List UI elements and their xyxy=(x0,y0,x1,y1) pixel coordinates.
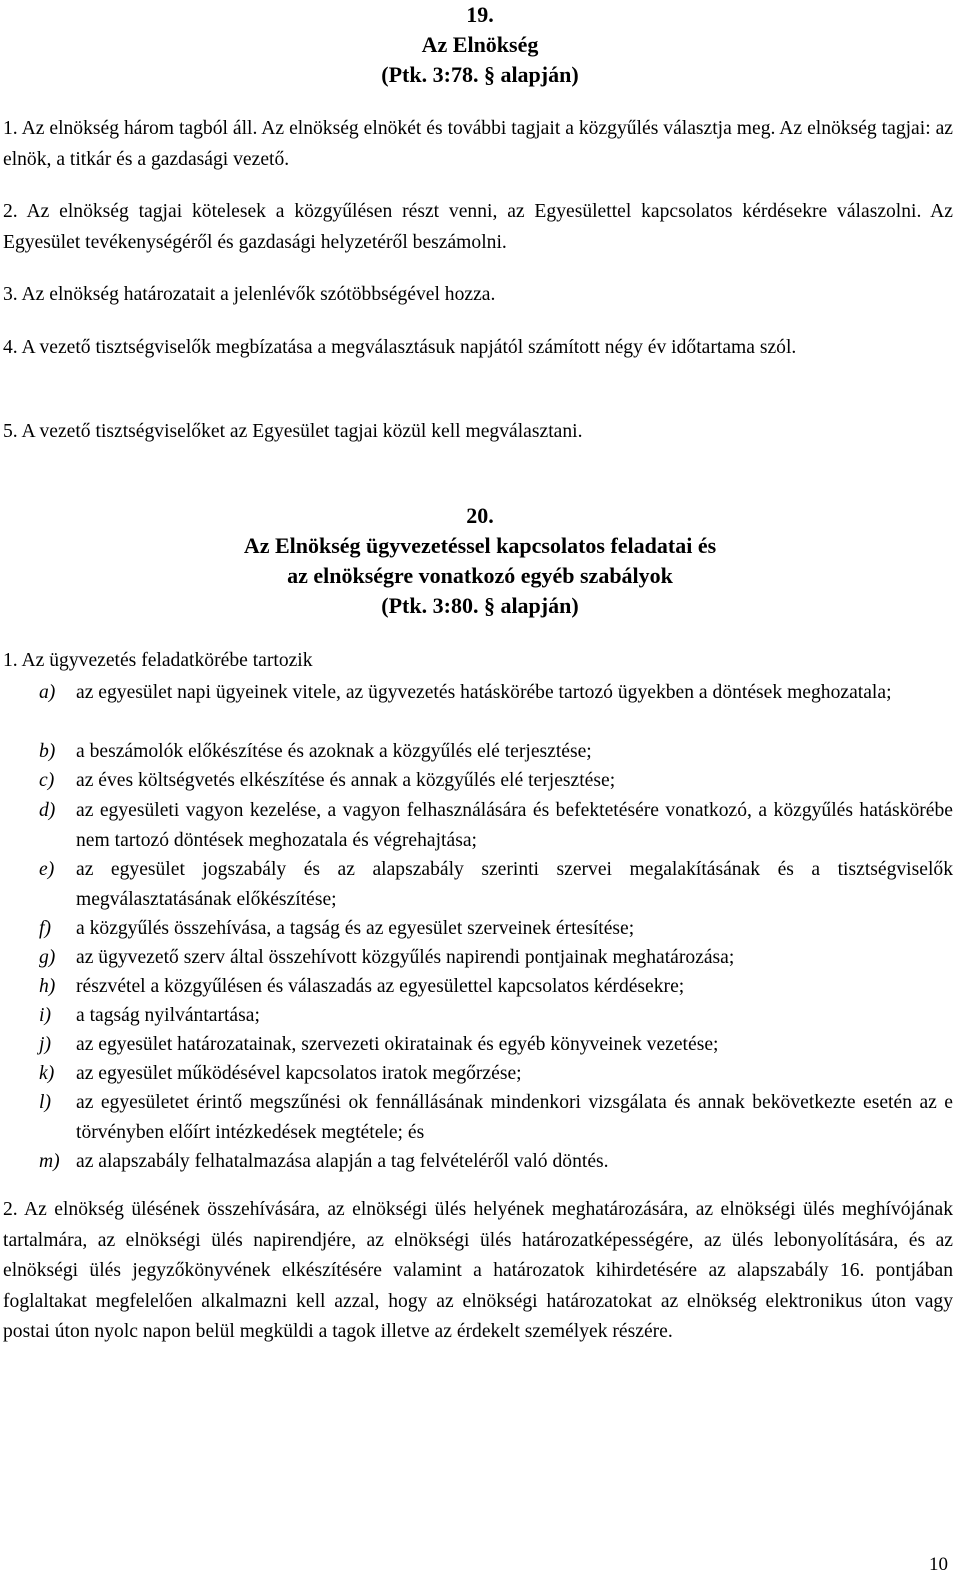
section-19-source: (Ptk. 3:78. § alapján) xyxy=(381,62,579,87)
section-20-title-line-1: Az Elnökség ügyvezetéssel kapcsolatos feladatai és xyxy=(243,533,717,558)
list-item-label: e) xyxy=(39,859,55,880)
section-20-title-line-2: az elnökségre vonatkozó egyéb szabályok xyxy=(287,563,673,588)
list-item-text: a közgyűlés összehívása, a tagság és az egyesület szerveinek értesítése; xyxy=(76,918,635,939)
section-20-paragraph-2: 2. Az elnökség ülésének összehívására, az elnökségi ülés helyének meghatározására, az elnökségi ülés meghívójának tartalmára, az elnökségi ülés napirendjére, az elnökségi ülés határozatképességére, az ülés lebonyolítására, és az elnökségi ülés jegyzőkönyvének elkészítésére valamint a határozatok kihirdetésére az alapszabály 16. pontjában foglaltakat megfelelően alkalmazni kell azzal, hogy az elnökségi határozatokat az elnökség elektronikus úton vagy postai úton nyolc napon belül megküldi a tagok illetve az érdekelt személyek részére. xyxy=(3,1199,953,1342)
list-item xyxy=(3,766,953,796)
list-item-text: az egyesület határozatainak, szervezeti okiratainak és egyéb könyveinek vezetése; xyxy=(76,1034,719,1055)
list-item-text: az egyesület működésével kapcsolatos iratok megőrzése; xyxy=(76,1063,522,1084)
section-19-title: Az Elnökség xyxy=(421,32,539,57)
list-item-label: c) xyxy=(39,770,55,791)
list-item xyxy=(3,1059,953,1089)
list-item xyxy=(3,1030,953,1060)
section-20-number: 20. xyxy=(466,503,494,528)
list-item xyxy=(3,1147,953,1177)
list-item-label: k) xyxy=(39,1063,55,1084)
section-19-paragraph-4: 4. A vezető tisztségviselők megbízatása a megválasztásuk napjától számított négy év időtartama szól. xyxy=(3,337,797,358)
list-item-text: a beszámolók előkészítése és azoknak a közgyűlés elé terjesztése; xyxy=(76,741,592,762)
list-item-text: az egyesület jogszabály és az alapszabály szerinti szervei megalakításának és a tisztségviselők megválasztatásának előkészítése; xyxy=(76,859,953,910)
list-item-label: g) xyxy=(39,947,56,968)
list-item-text: az alapszabály felhatalmazása alapján a tag felvételéről való döntés. xyxy=(76,1151,609,1172)
section-19-paragraph-2: 2. Az elnökség tagjai kötelesek a közgyűlésen részt venni, az Egyesülettel kapcsolatos kérdésekre válaszolni. Az Egyesület tevékenységéről és gazdasági helyzetéről beszámolni. xyxy=(3,201,953,253)
list-item-label: m) xyxy=(39,1151,60,1172)
section-20-heading xyxy=(0,501,960,621)
list-item-label: l) xyxy=(39,1092,51,1113)
list-item xyxy=(3,914,953,944)
list-item-label: j) xyxy=(39,1034,51,1055)
section-20-source: (Ptk. 3:80. § alapján) xyxy=(381,593,579,618)
list-item-label: b) xyxy=(39,741,56,762)
list-item-text: az ügyvezető szerv által összehívott közgyűlés napirendi pontjainak meghatározása; xyxy=(76,947,735,968)
list-item xyxy=(3,796,953,855)
section-20-intro-text: 1. Az ügyvezetés feladatkörébe tartozik xyxy=(3,650,313,671)
list-item-label: h) xyxy=(39,976,56,997)
list-item xyxy=(3,855,953,914)
section-19-paragraph-5: 5. A vezető tisztségviselőket az Egyesület tagjai közül kell megválasztani. xyxy=(3,421,583,442)
section-19-paragraph-1: 1. Az elnökség három tagból áll. Az elnökség elnökét és további tagjait a közgyűlés választja meg. Az elnökség tagjai: az elnök, a titkár és a gazdasági vezető. xyxy=(3,118,953,170)
section-19-heading xyxy=(0,0,960,90)
section-19-paragraph-3: 3. Az elnökség határozatait a jelenlévők szótöbbségével hozza. xyxy=(3,284,496,305)
list-item xyxy=(3,943,953,973)
list-item-text: az éves költségvetés elkészítése és annak a közgyűlés elé terjesztése; xyxy=(76,770,616,791)
section-19-number: 19. xyxy=(466,2,494,27)
list-item-text: részvétel a közgyűlésen és válaszadás az egyesülettel kapcsolatos kérdésekre; xyxy=(76,976,685,997)
list-item-text: az egyesületi vagyon kezelése, a vagyon felhasználására és befektetésére vonatkozó, a közgyűlés hatáskörébe nem tartozó döntések meghozatala és végrehajtása; xyxy=(76,800,953,851)
section-20-intro xyxy=(3,646,953,677)
list-item-label: i) xyxy=(39,1005,51,1026)
list-item-label: a) xyxy=(39,682,56,703)
list-item xyxy=(3,972,953,1002)
list-item xyxy=(3,737,953,767)
page-number: 10 xyxy=(929,1554,948,1575)
list-item xyxy=(3,1001,953,1031)
list-item-label: f) xyxy=(39,918,51,939)
list-item-text: az egyesületet érintő megszűnési ok fennállásának mindenkori vizsgálata és annak bekövetkezte esetén az e törvényben előírt intézkedések megtétele; és xyxy=(76,1092,953,1143)
list-item-text: az egyesület napi ügyeinek vitele, az ügyvezetés hatáskörébe tartozó ügyekben a döntések meghozatala; xyxy=(76,682,892,703)
list-item-label: d) xyxy=(39,800,56,821)
list-item-text: a tagság nyilvántartása; xyxy=(76,1005,260,1026)
list-item xyxy=(3,1088,953,1147)
list-item xyxy=(3,678,953,708)
